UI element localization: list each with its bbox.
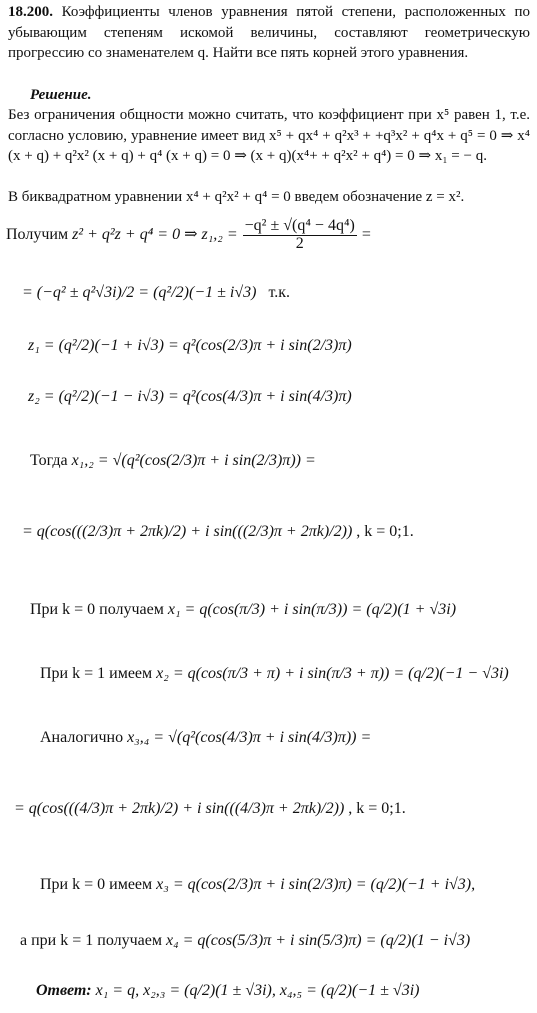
label-tk: т.к.: [268, 284, 291, 301]
x4-equation: x₄ = q(cos(5/3)π + i sin(5/3)π) = (q/2)(1 − i√3): [165, 932, 471, 949]
x34-equation: x₃,₄ = √(q²(cos(4/3)π + i sin(4/3)π)) =: [127, 729, 372, 746]
x12-expand-line: [22, 523, 414, 541]
z2-equation: z₂ = (q²/2)(−1 − i√3) = q²(cos(4/3)π + i sin(4/3)π): [28, 388, 352, 405]
z-quadratic: z² + q²z + q⁴ = 0 ⇒ z₁,₂ =: [72, 225, 238, 243]
x2-equation: x₂ = q(cos(π/3 + π) + i sin(π/3 + π)) = (q/2)(−1 − √3i): [156, 665, 509, 682]
z2-line: [28, 388, 352, 406]
x12-expansion: = q(cos(((2/3)π + 2πk)/2) + i sin(((2/3)π + 2πk)/2)): [22, 523, 353, 540]
label-togda: Тогда: [30, 452, 68, 469]
z-root-fraction: [243, 218, 357, 253]
solution-title: Решение.: [30, 87, 92, 103]
z-root-numerator: −q² ± √(q⁴ − 4q⁴): [244, 217, 355, 234]
x34-line: [40, 729, 371, 747]
problem-text: Коэффициенты членов уравнения пятой степени, расположенных по убывающим степеням искомой величины, составляют геометрическую прогрессию со знаменателем q. Найти все пять корней этого уравнения.: [8, 4, 530, 61]
label-pri-k0-imeem: При k = 0 имеем: [40, 876, 153, 893]
solution-paragraph-2: В биквадратном уравнении x⁴ + q²x² + q⁴ = 0 введем обозначение z = x².: [8, 189, 465, 205]
x4-line: [20, 932, 470, 950]
label-analogichno: Аналогично: [40, 729, 124, 746]
k-values-1: , k = 0;1.: [356, 523, 414, 540]
z1-equation: z₁ = (q²/2)(−1 + i√3) = q²(cos(2/3)π + i sin(2/3)π): [28, 337, 352, 354]
x2-line: [40, 665, 509, 683]
k-values-2: , k = 0;1.: [348, 800, 406, 817]
label-pri-k0-poluchaem: При k = 0 получаем: [30, 601, 164, 618]
z-simplified-line: [22, 284, 290, 302]
x12-equation: x₁,₂ = √(q²(cos(2/3)π + i sin(2/3)π)) =: [71, 452, 316, 469]
answer-equation: x₁ = q, x₂,₃ = (q/2)(1 ± √3i), x₄,₅ = (q/2)(−1 ± √3i): [95, 982, 420, 999]
label-poluchim: Получим: [6, 225, 69, 243]
z-root-denominator: 2: [295, 234, 304, 252]
x3-equation: x₃ = q(cos(2/3)π + i sin(2/3)π) = (q/2)(−1 + i√3),: [156, 876, 476, 893]
z-simplified: = (−q² ± q²√3i)/2 = (q²/2)(−1 ± i√3): [22, 284, 257, 301]
x12-line: [30, 452, 316, 470]
z1-line: [28, 337, 352, 355]
problem-number: 18.200.: [8, 4, 53, 20]
x1-equation: x₁ = q(cos(π/3) + i sin(π/3)) = (q/2)(1 + √3i): [167, 601, 457, 618]
x3-line: [40, 876, 475, 894]
label-otvet: Ответ:: [36, 982, 92, 999]
z-quadratic-line: Получим z² + q²z + q⁴ = 0 ⇒ z₁,₂ = $\frac{\text{−q² ± √(q⁴ − 4q⁴)}}{2}$ =: [6, 217, 371, 252]
solution-paragraph-1: Без ограничения общности можно считать, что коэффициент при x⁵ равен 1, т.е. согласно условию, уравнение имеет вид x⁵ + qx⁴ + q²x³ + +q³x² + q⁴x + q⁵ = 0 ⇒ x⁴ (x + q) + q²x² (x + q) + q⁴ (x + q) = 0 ⇒ (x + q)(x⁴+ + q²x² + q⁴) = 0 ⇒ x₁ = − q.: [8, 107, 530, 164]
x1-line: [30, 601, 456, 619]
answer-line: [36, 982, 419, 1000]
label-pri-k1-imeem: При k = 1 имеем: [40, 665, 153, 682]
x34-expansion: = q(cos(((4/3)π + 2πk)/2) + i sin(((4/3)π + 2πk)/2)): [14, 800, 345, 817]
label-a-pri-k1: а при k = 1 получаем: [20, 932, 162, 949]
problem-statement: [8, 2, 530, 64]
x34-expand-line: [14, 800, 406, 818]
